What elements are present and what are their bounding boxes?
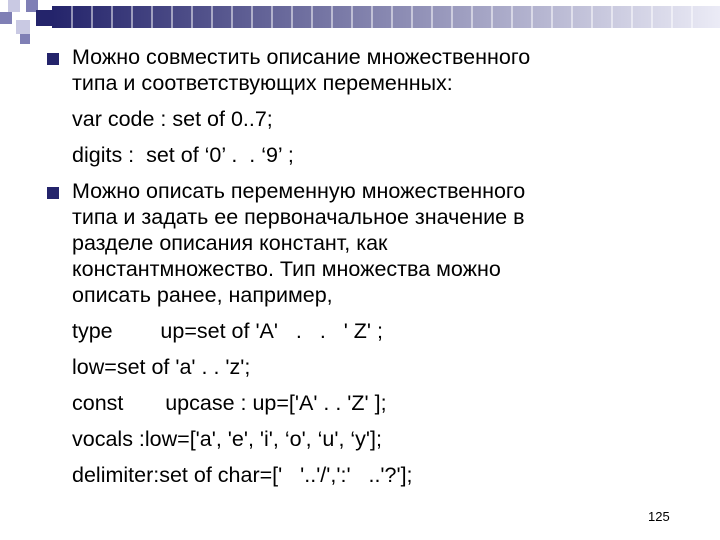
text-line: типа и соответствующих переменных: [72,71,453,95]
bullet-paragraph-2 [46,178,686,308]
text-line: разделе описания констант, как [72,231,388,255]
page-number: 125 [648,509,670,524]
corner-square-4 [36,10,52,26]
square-bullet-icon [47,53,59,65]
code-line: vocals :low=['a', 'e', 'i', ‘o', ‘u', ‘y']; [72,427,382,451]
code-line: low=set of 'a' . . 'z'; [72,355,251,379]
square-bullet-icon [47,187,59,199]
code-line: const upcase : up=['A' . . 'Z' ]; [72,391,387,415]
code-line: var code : set of 0..7; [72,107,273,131]
code-line: digits : set of ‘0’ . . ‘9’ ; [72,143,294,167]
slide-content [46,40,686,488]
corner-square-3 [0,12,12,24]
text-line: описать ранее, например, [72,283,333,307]
corner-square-6 [20,34,30,44]
corner-square-5 [16,20,30,34]
corner-square-1 [8,0,20,12]
text-line: Можно описать переменную множественного [72,179,526,203]
text-line: типа и задать ее первоначальное значение в [72,205,525,229]
code-line: type up=set of 'A' . . ' Z' ; [72,319,383,343]
bullet-paragraph-1 [46,44,686,96]
code-line: delimiter:set of char=[' '..'/',':' ..'?']; [72,463,413,487]
text-line: Можно совместить описание множественного [72,45,531,69]
text-line: константмножество. Тип множества можно [72,257,501,281]
